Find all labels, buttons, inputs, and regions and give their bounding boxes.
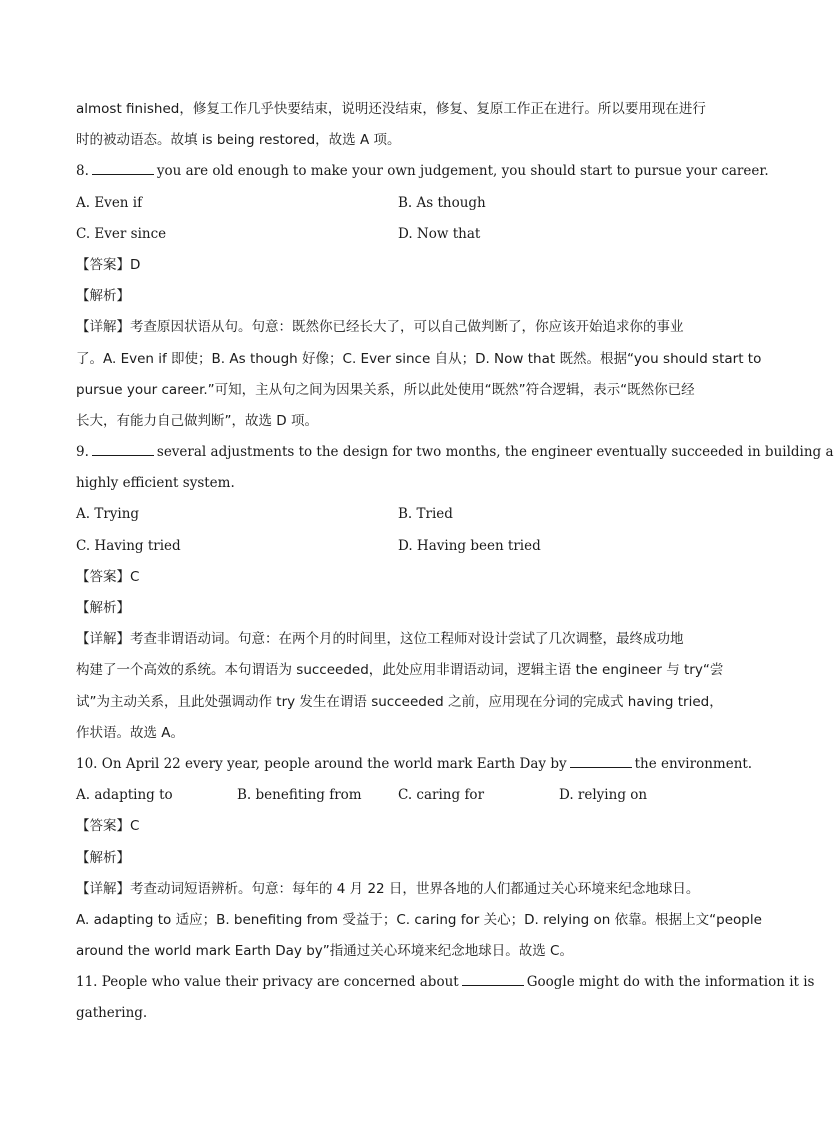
question-10-answer: 【答案】C [76, 818, 140, 835]
intro-line-1: almost finished，修复工作几乎快要结束，说明还没结束，修复、复原工作正在进行。所以要用现在进行 [76, 101, 706, 117]
question-9-analysis-label: 【解析】 [76, 600, 130, 616]
question-8-options-row-2 [76, 219, 720, 250]
question-9-detail-1: 【详解】考查非谓语动词。句意：在两个月的时间里，这位工程师对设计尝试了几次调整，最终成功地 [76, 631, 684, 648]
option-a: A. Even if [76, 194, 143, 211]
question-8-detail-2: 了。A. Even if 即使；B. As though 好像；C. Ever since 自从；D. Now that 既然。根据“you should start to [76, 350, 762, 367]
document-page [76, 94, 834, 1030]
option-b: B. Tried [398, 506, 453, 523]
question-10-prefix: 10. On April 22 every year, people around the world mark Earth Day by [76, 755, 567, 772]
answer-blank [462, 973, 524, 986]
question-11-stem-2: gathering. [76, 1005, 148, 1022]
question-10-detail-1: 【详解】考查动词短语辨析。句意：每年的 4 月 22 日，世界各地的人们都通过关心环境来纪念地球日。 [76, 880, 700, 897]
question-9-text: several adjustments to the design for two months, the engineer eventually succeeded in building a [156, 444, 834, 461]
question-8-answer: 【答案】D [76, 256, 141, 273]
answer-blank [92, 443, 154, 456]
answer-blank [92, 162, 154, 175]
option-b: B. benefiting from [237, 787, 362, 804]
answer-blank [570, 755, 632, 768]
question-11-suffix: Google might do with the information it is [526, 974, 815, 991]
question-9-answer: 【答案】C [76, 568, 140, 585]
option-a: A. Trying [76, 506, 140, 523]
option-b: B. As though [398, 194, 486, 211]
intro-line-2: 时的被动语态。故填 is being restored，故选 A 项。 [76, 132, 401, 149]
question-8-detail-3: pursue your career.”可知，主从句之间为因果关系，所以此处使用“既然”符合逻辑，表示“既然你已经 [76, 381, 695, 398]
question-8-options-row-1 [76, 188, 720, 219]
question-10-stem [76, 749, 753, 780]
question-9-stem-2: highly efficient system. [76, 475, 235, 492]
question-10-detail-3: around the world mark Earth Day by”指通过关心环境来纪念地球日。故选 C。 [76, 943, 573, 960]
question-9-stem-1 [76, 437, 834, 468]
question-9-detail-3: 试”为主动关系，且此处强调动作 try 发生在谓语 succeeded 之前，应用现在分词的完成式 having tried， [76, 693, 723, 710]
option-d: D. relying on [559, 787, 648, 804]
question-8-analysis-label: 【解析】 [76, 288, 130, 305]
question-8-detail-4: 长大，有能力自己做判断”，故选 D 项。 [76, 412, 318, 429]
question-8-stem [76, 156, 769, 187]
option-c: C. Having tried [76, 537, 181, 554]
question-8-detail-1: 【详解】考查原因状语从句。句意：既然你已经长大了，可以自己做判断了，你应该开始追求你的事业 [76, 319, 684, 336]
question-8-number: 8. [76, 163, 89, 180]
question-11-prefix: 11. People who value their privacy are concerned about [76, 974, 459, 991]
option-a: A. adapting to [76, 787, 173, 804]
question-8-text: you are old enough to make your own judgement, you should start to pursue your career. [156, 163, 769, 180]
question-9-detail-4: 作状语。故选 A。 [76, 724, 185, 741]
question-9-detail-2: 构建了一个高效的系统。本句谓语为 succeeded，此处应用非谓语动词，逻辑主语 the engineer 与 try“尝 [76, 662, 724, 679]
question-10-analysis-label: 【解析】 [76, 849, 130, 866]
question-10-options [76, 780, 720, 811]
question-11-stem-1 [76, 967, 815, 998]
option-d: D. Having been tried [398, 537, 541, 554]
option-c: C. Ever since [76, 225, 167, 242]
question-10-suffix: the environment. [634, 755, 753, 772]
option-c: C. caring for [398, 787, 485, 804]
option-d: D. Now that [398, 225, 481, 242]
question-9-options-row-2 [76, 531, 720, 562]
question-10-detail-2: A. adapting to 适应；B. benefiting from 受益于；C. caring for 关心；D. relying on 依靠。根据上文“people [76, 911, 762, 928]
question-9-number: 9. [76, 444, 89, 461]
question-9-options-row-1 [76, 499, 720, 530]
